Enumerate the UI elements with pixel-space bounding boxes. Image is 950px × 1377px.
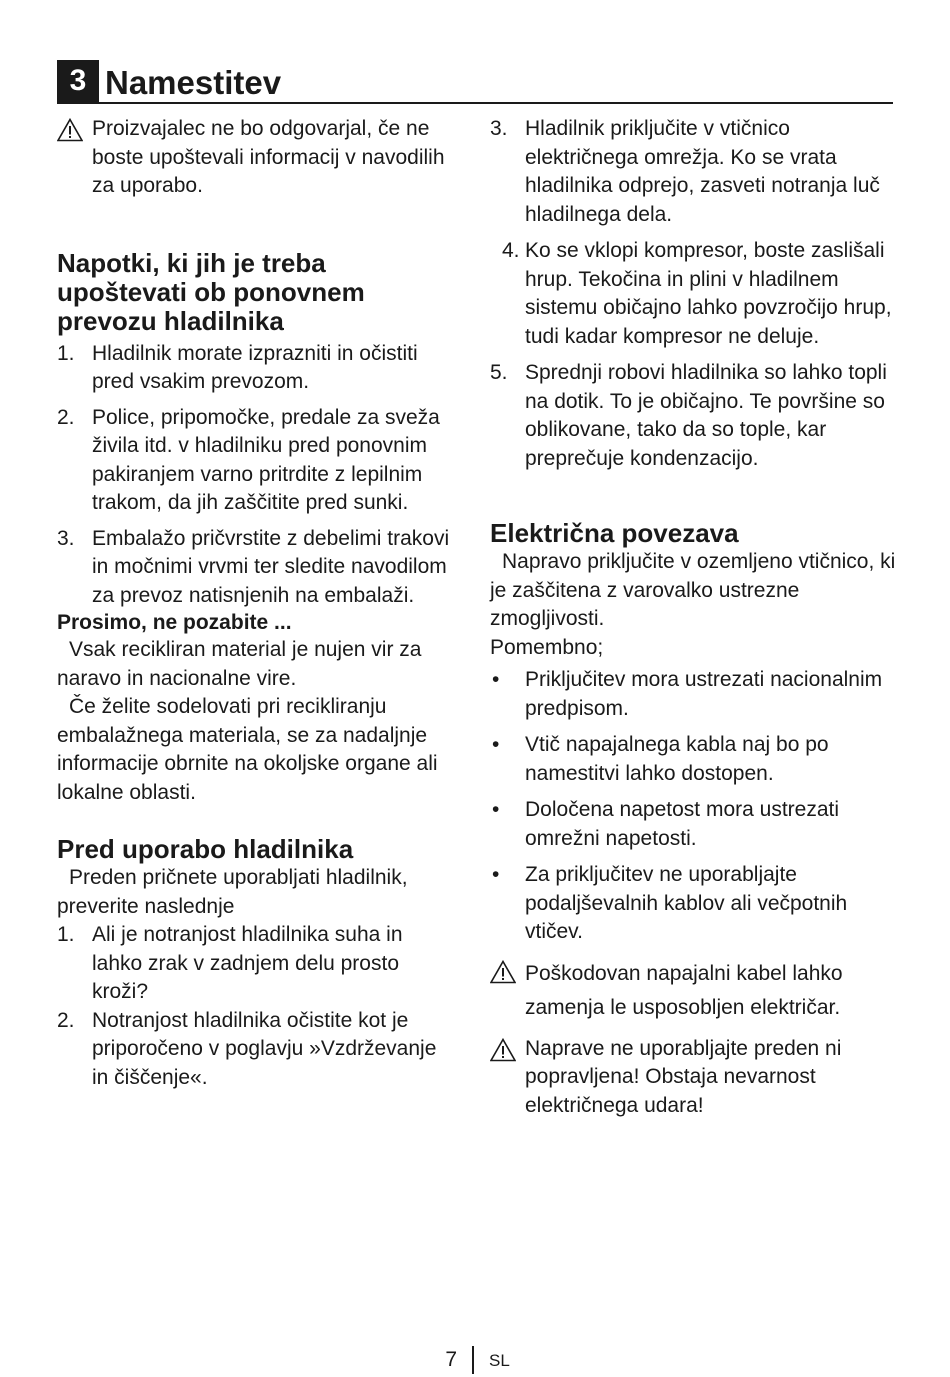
warning-icon [57,118,83,142]
language-code: SL [489,1351,510,1370]
footer-divider [472,1346,474,1374]
warning-icon [490,960,516,984]
before-use-intro: Preden pričnete uporabljati hladilnik, preverite naslednje [57,866,408,918]
electric-intro: Napravo priključite v ozemljeno vtičnico, ki je zaščitena z varovalko ustrezne zmogljivosti. [490,550,896,630]
before-use-list [57,921,457,1092]
transport-heading: Napotki, ki jih je treba upoštevati ob ponovnem prevozu hladilnika [57,247,365,336]
bullet-item: • Določena napetost mora ustrezati omrežni napetosti. [492,798,840,850]
important-label: Pomembno; [490,635,604,659]
page-footer [0,1346,950,1376]
remember-paragraph-2: Če želite sodelovati pri recikliranju embalažnega materiala, se za nadaljnje informacije obrnite na okoljske organe ali lokalne oblasti. [57,695,438,804]
continued-list [490,115,900,473]
list-item: 3. Embalažo pričvrstite z debelimi trakovi in močnimi vrvmi ter sledite navodilom za prevoz natisnjenih na embalaži. [57,526,450,607]
bullet-item: • Priključitev mora ustrezati nacionalnim predpisom. [492,668,883,720]
list-item: 1. Ali je notranjost hladilnika suha in lahko zrak v zadnjem delu prosto kroži? [57,923,403,1003]
warning-intro-text: Proizvajalec ne bo odgovarjal, če ne boste upoštevali informacij v navodilih za uporabo. [92,117,445,197]
chapter-number: 3 [57,60,99,102]
chapter-header [57,60,893,104]
left-column [57,115,457,1092]
requirements-list [490,666,900,947]
list-item: 4. Ko se vklopi kompresor, boste zaslišali hrup. Tekočina in plini v hladilnem sistemu običajno lahko povzročijo hrup, tudi kadar kompresor ne deluje. [502,239,892,348]
bullet-item: • Vtič napajalnega kabla naj bo po namestitvi lahko dostopen. [492,733,829,785]
list-item: 3. Hladilnik priključite v vtičnico električnega omrežja. Ko se vrata hladilnika odprejo, zasveti notranja luč hladilnega dela. [490,117,880,226]
remember-paragraph-1: Vsak recikliran material je nujen vir za naravo in nacionalne vire. [57,638,422,690]
warning-repair-text: Naprave ne uporabljajte preden ni popravljena! Obstaja nevarnost električnega udara! [525,1036,842,1117]
list-item: 2. Notranjost hladilnika očistite kot je priporočeno v poglavju »Vzdrževanje in čiščenje«. [57,1008,437,1089]
electric-heading: Električna povezava [490,518,739,548]
chapter-title: Namestitev [105,64,282,101]
warning-icon [490,1038,516,1062]
warning-intro [57,115,457,201]
remember-heading: Prosimo, ne pozabite ... [57,611,292,634]
bullet-icon: • [492,733,500,756]
list-item: 2. Police, pripomočke, predale za sveža živila itd. v hladilniku pred ponovnim pakiranjem varno pritrdite z lepilnim trakom, da jih zaščitite pred sunki. [57,405,440,514]
list-item: 5. Sprednji robovi hladilnika so lahko topli na dotik. To je običajno. Te površine so oblikovane, tako da so tople, kar preprečuje kondenzacijo. [490,361,887,470]
warning-cable-text: Poškodovan napajalni kabel lahko zamenja le usposobljen električar. [525,961,843,1019]
bullet-icon: • [492,863,500,886]
bullet-icon: • [492,798,500,821]
transport-list [57,340,457,611]
page-number: 7 [445,1348,457,1371]
before-use-heading: Pred uporabo hladilnika [57,834,354,864]
bullet-icon: • [492,668,500,691]
right-column [490,115,900,1120]
bullet-item: • Za priključitev ne uporabljajte podaljševalnih kablov ali večpotnih vtičev. [492,863,848,943]
warning-cable [490,957,900,1025]
warning-repair [490,1035,900,1121]
list-item: 1. Hladilnik morate izprazniti in očistiti pred vsakim prevozom. [57,341,418,393]
